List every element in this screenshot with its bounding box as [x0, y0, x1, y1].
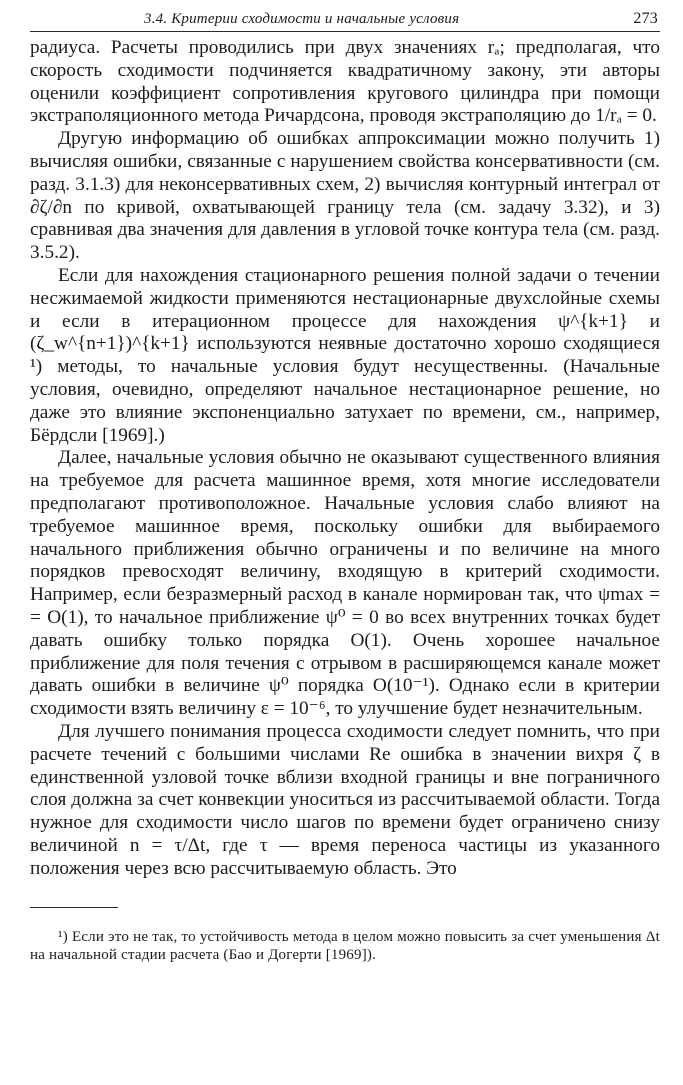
book-page — [30, 10, 660, 964]
paragraph-1: радиуса. Расчеты проводились при двух значениях rₐ; предполагая, что скорость сходимости подчиняется квадратичному закону, эти авторы оценили коэффициент сопротивления кругового цилиндра при помощи экстраполяционного метода Ричардсона, проводя экстраполяцию до 1/rₐ = 0. — [30, 37, 660, 127]
running-title: 3.4. Критерии сходимости и начальные условия — [144, 11, 460, 27]
footnote-divider — [30, 907, 118, 908]
paragraph-5: Для лучшего понимания процесса сходимости следует помнить, что при расчете течений с большими числами Re ошибка в значении вихря ζ в единственной узловой точке вблизи входной границы и вне пограничного слоя должна за счет конвекции уноситься из рассчитываемой области. Тогда нужное для сходимости число шагов по времени будет ограничено снизу величиной n = τ/Δt, где τ — время переноса частицы из указанного положения через всю рассчитываемую область. Это — [30, 720, 660, 879]
paragraph-4: Далее, начальные условия обычно не оказывают существенного влияния на требуемое для расчета машинное время, хотя многие исследователи предполагают противоположное. Начальные условия слабо влияют на требуемое машинное время, поскольку ошибки для выбираемого начального приближения обычно ограничены и по величине на много порядков превосходят величину, входящую в критерий сходимости. Например, если безразмерный расход в канале нормирован так, что ψmax = = O(1), то начальное приближение ψ⁰ = 0 во всех внутренних точках будет давать ошибку только порядка O(1). Очень хорошее начальное приближение для поля течения с отрывом в расширяющемся канале может давать ошибки в величине ψ⁰ порядка O(10⁻¹). Однако если в критерии сходимости взять величину ε = 10⁻⁶, то улучшение будет незначительным. — [30, 447, 660, 720]
running-header — [30, 10, 660, 32]
body-text — [30, 37, 660, 880]
paragraph-2: Другую информацию об ошибках аппроксимации можно получить 1) вычисляя ошибки, связанные с нарушением свойства консервативности (см. разд. 3.1.3) для неконсервативных схем, 2) вычисляя контурный интеграл от ∂ζ/∂n по кривой, охватывающей границу тела (см. задачу 3.32), и 3) сравнивая два значения для давления в угловой точке контура тела (см. разд. 3.5.2). — [30, 128, 660, 264]
footnote: ¹) Если это не так, то устойчивость метода в целом можно повысить за счет уменьшения Δt на начальной стадии расчета (Бао и Догерти [1969]). — [30, 929, 660, 964]
page-number: 273 — [633, 10, 658, 27]
paragraph-3: Если для нахождения стационарного решения полной задачи о течении несжимаемой жидкости применяются нестационарные двухслойные схемы и если в итерационном процессе для нахождения ψ^{k+1} и (ζ_w^{n+1})^{k+1} используются неявные достаточно хорошо сходящиеся ¹) методы, то начальные условия будут несущественны. (Начальные условия, очевидно, определяют начальное нестационарное решение, но даже это влияние экспоненциально затухает по времени, см., например, Бёрдсли [1969].) — [30, 264, 660, 446]
